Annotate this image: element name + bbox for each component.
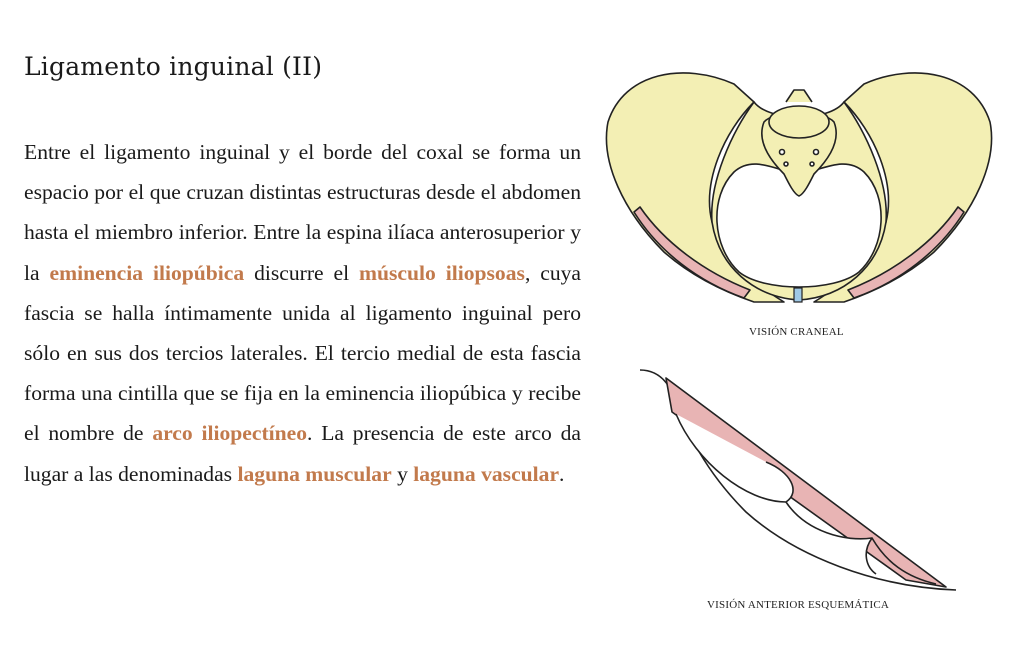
text-segment: . La presencia de este arco da lugar a las denominadas <box>24 421 581 486</box>
text-segment: discurre el <box>244 260 360 285</box>
highlighted-term: eminencia iliopúbica <box>49 260 245 285</box>
highlighted-term: laguna vascular <box>413 461 560 486</box>
text-segment: . <box>559 461 565 486</box>
page-title: Ligamento inguinal (II) <box>24 52 323 81</box>
pelvis-cranial-illustration <box>604 62 994 312</box>
caption-bottom: VISIÓN ANTERIOR ESQUEMÁTICA <box>707 599 890 611</box>
text-segment: y <box>391 461 414 486</box>
caption-top: VISIÓN CRANEAL <box>749 326 844 338</box>
inguinal-anterior-schematic <box>636 362 966 602</box>
highlighted-term: arco iliopectíneo <box>152 421 308 446</box>
text-segment: , cuya fascia se halla íntimamente unida al ligamento inguinal pero sólo en sus dos tercios laterales. El tercio medial de esta fascia forma una cintilla que se fija en la eminencia iliopúbica y recibe el nombre de <box>24 260 582 446</box>
highlighted-term: laguna muscular <box>237 461 392 486</box>
body-paragraph <box>24 132 581 494</box>
highlighted-term: músculo iliopsoas <box>359 260 525 285</box>
text-segment: Entre el ligamento inguinal y el borde del coxal se forma un espacio por el que cruzan distintas estructuras desde el abdomen hasta el miembro inferior. Entre la espina ilíaca anterosuperior y la <box>24 140 581 285</box>
